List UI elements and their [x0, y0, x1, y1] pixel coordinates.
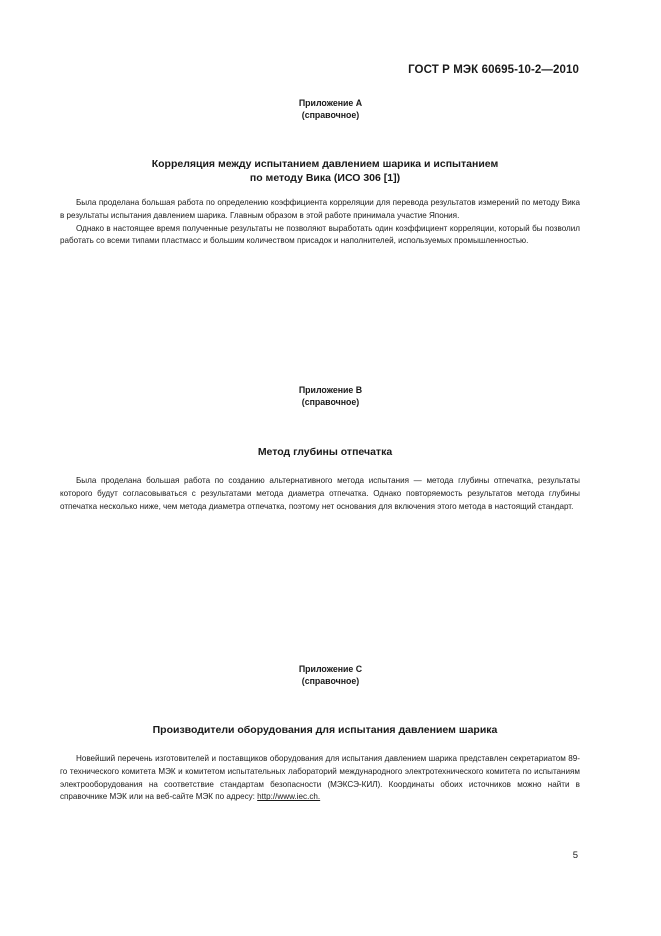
- page-number: 5: [572, 850, 578, 861]
- annex-a-note: (справочное): [301, 110, 360, 120]
- annex-b-paragraph: Была проделана большая работа по созданию альтернативного метода испытания — метода глубины отпечатка, результаты которого будут согласовываться с результатами метода диаметра отпечатка. Однако повторяемость результатов метода глубины отпечатка несколько ниже, чем метода диаметра отпечатка, поэтому нет основания для включения этого метода в настоящий стандарт.: [60, 476, 580, 511]
- annex-c-paragraph: [60, 753, 580, 804]
- annex-a-paragraph: Однако в настоящее время полученные результаты не позволяют выработать один коэффициент корреляции, который бы позволил работать со всеми типами пластмасс и большим количеством присадок и наполнителей, используемых промышленностью.: [60, 223, 580, 246]
- document-code: ГОСТ Р МЭК 60695-10-2—2010: [408, 64, 579, 76]
- annex-a-body: [60, 197, 580, 248]
- iec-website-link[interactable]: http://www.iec.ch.: [257, 792, 321, 802]
- annex-c-label: Приложение С: [298, 664, 363, 674]
- annex-c-note: (справочное): [301, 676, 360, 686]
- annex-c-body: [60, 753, 580, 804]
- annex-c-text: Новейший перечень изготовителей и поставщиков оборудования для испытания давлением шарика представлен секретариатом 89-го технического комитета МЭК и комитетом испытательных лабораторий международного электротехнического комитета по испытаниям электрооборудования на соответствие стандартам безопасности (МЭКСЭ-КИЛ). Координаты обоих источников можно найти в справочнике МЭК или на веб-сайте МЭК по адресу:: [60, 754, 580, 802]
- annex-b-title: Метод глубины отпечатка: [257, 446, 393, 458]
- annex-b-note: (справочное): [301, 397, 360, 407]
- annex-b-body: [60, 475, 580, 513]
- annex-a-title-line2: по методу Вика (ИСО 306 [1]): [249, 172, 401, 184]
- annex-a-title-line1: Корреляция между испытанием давлением шарика и испытанием: [151, 158, 499, 170]
- annex-a-label: Приложение А: [298, 98, 363, 108]
- annex-a-title: [90, 157, 560, 185]
- annex-c-title: Производители оборудования для испытания давлением шарика: [152, 724, 498, 736]
- annex-b-label: Приложение В: [298, 385, 363, 395]
- annex-a-paragraph: Была проделана большая работа по определению коэффициента корреляции для перевода результатов измерений по методу Вика в результаты испытания давлением шарика. Главным образом в этой работе принимала участие Япония.: [60, 198, 580, 220]
